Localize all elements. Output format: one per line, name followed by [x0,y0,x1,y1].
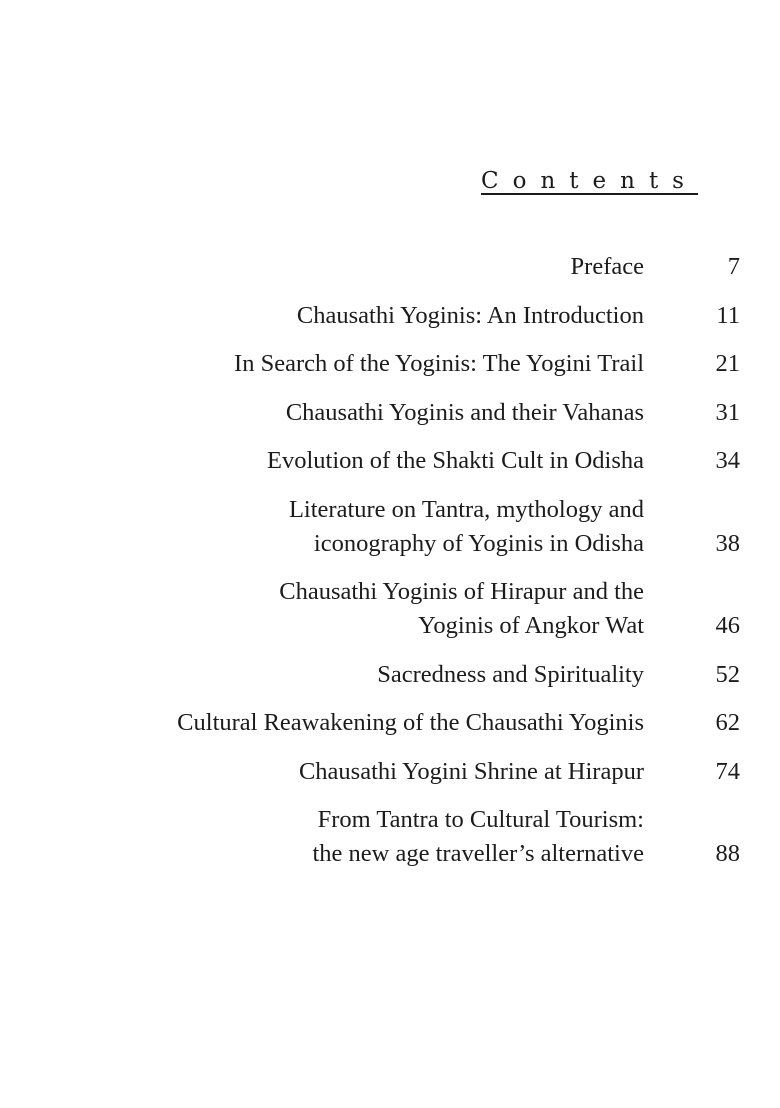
toc-entry-title [234,347,692,381]
toc-entry [40,444,740,478]
toc-entry-title-line: Evolution of the Shakti Cult in Odisha [266,447,644,474]
toc-entry-title [377,658,692,692]
toc-entry-title-line: Chausathi Yoginis of Hirapur and the [279,578,644,605]
toc-entry-page-number: 38 [715,529,740,557]
toc-entry-page-number: 46 [715,612,740,639]
toc-entry-title [289,493,692,561]
toc-entry-page-number: 62 [715,709,740,736]
toc-entry-title-line: iconography of Yoginis in Odisha [313,529,644,557]
toc-entry [40,658,740,692]
toc-entry-page-number: 74 [715,757,740,785]
toc-entry-page-number: 88 [715,840,740,867]
toc-entry [40,706,740,740]
contents-heading: Contents [481,168,698,194]
toc-entry-title-line: Chausathi Yoginis: An Introduction [296,301,644,329]
toc-entry-title-line: From Tantra to Cultural Tourism: [317,806,644,833]
toc-entry-title [286,396,692,430]
toc-entry [40,299,740,333]
toc-entry-title-line: Sacredness and Spirituality [377,660,644,688]
toc-entry-title-line: Literature on Tantra, mythology and [288,495,644,523]
toc-entry-title-line: Chausathi Yogini Shrine at Hirapur [298,757,644,785]
toc-entry-title [313,803,693,871]
toc-entry-title-line: In Search of the Yoginis: The Yogini Trail [234,350,644,377]
toc-entry-title-line: the new age traveller’s alternative [312,840,644,867]
toc-entry-title [299,755,692,789]
toc-entry-title [279,575,692,643]
toc-entry [40,250,740,284]
toc-entry-title [571,250,692,284]
toc-entry [40,803,740,871]
toc-entry-title-line: Cultural Reawakening of the Chausathi Yoginis [177,709,644,736]
toc-entry [40,755,740,789]
toc-entry-page-number: 21 [715,350,740,377]
toc-entry [40,396,740,430]
toc-entry-title-line: Preface [570,253,644,280]
toc-entry-title-line: Chausathi Yoginis and their Vahanas [285,398,644,426]
toc-entry-title [297,299,692,333]
toc-entry-title-line: Yoginis of Angkor Wat [418,612,644,639]
toc-entry [40,347,740,381]
toc-entry-page-number: 34 [715,447,740,474]
toc-entry-page-number: 31 [715,398,740,426]
toc-entry-page-number: 11 [716,301,740,329]
toc-entry [40,575,740,643]
toc-entry-title [177,706,692,740]
toc-entry-page-number: 7 [727,253,740,280]
toc-entry-page-number: 52 [715,660,740,688]
table-of-contents [40,250,740,886]
toc-entry [40,493,740,561]
toc-entry-title [267,444,692,478]
